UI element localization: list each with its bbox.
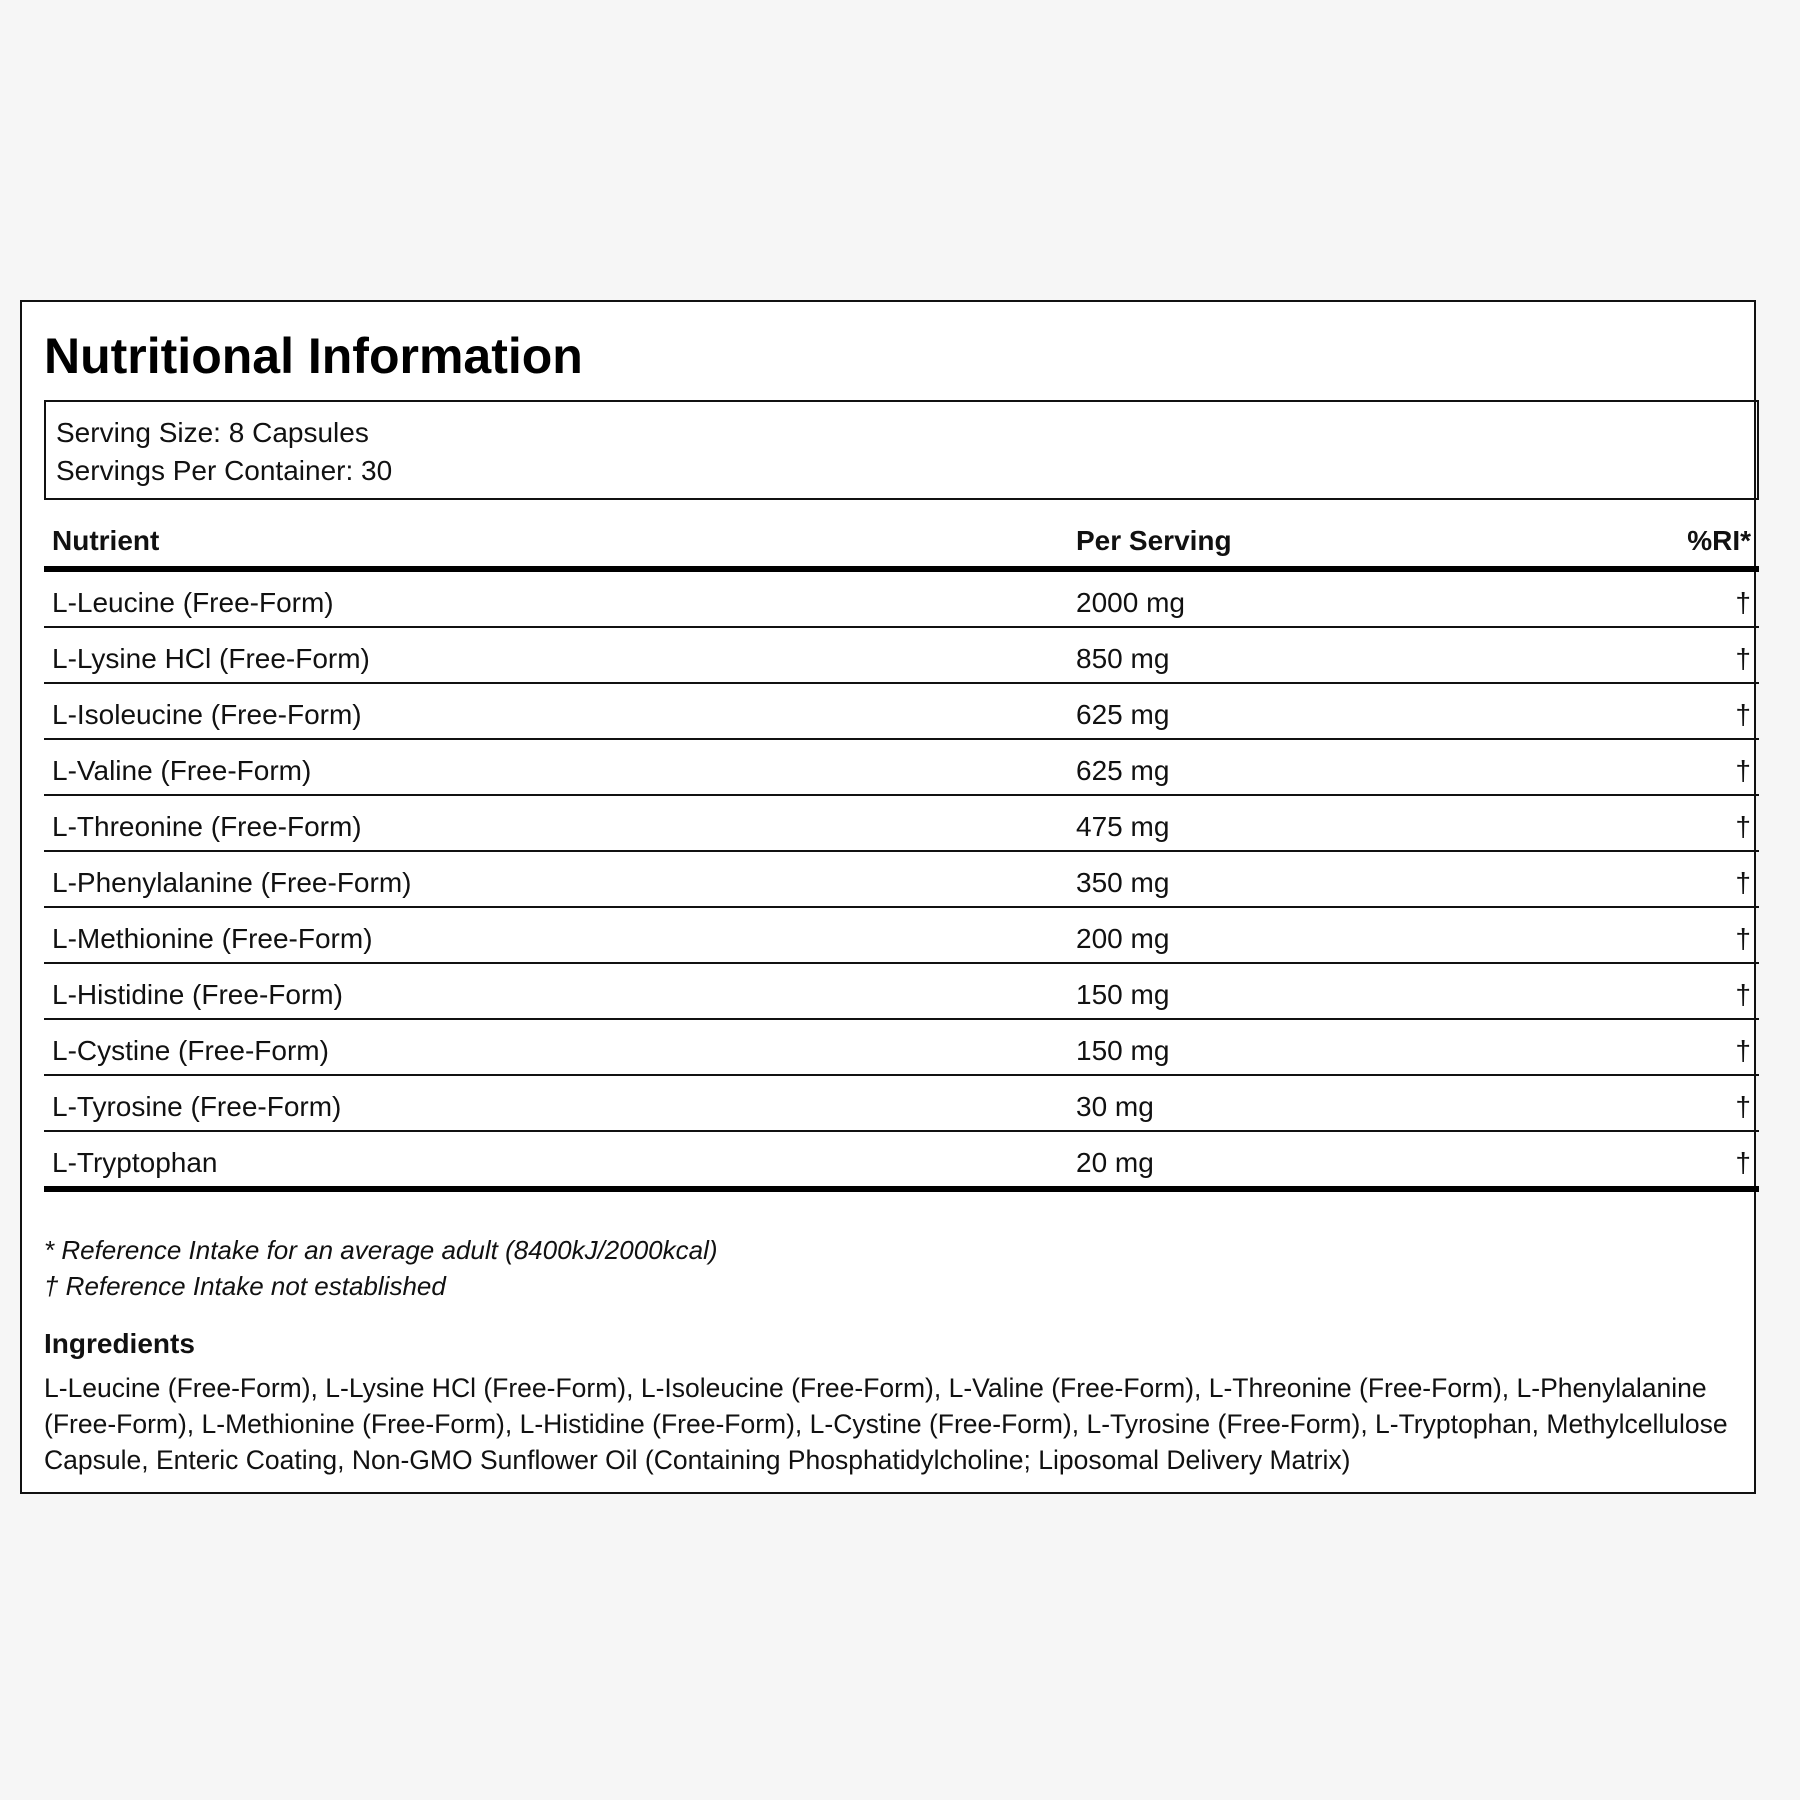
nutrient-name: L-Methionine (Free-Form)	[52, 923, 373, 954]
table-row	[44, 1076, 1759, 1132]
nutrient-amount: 200 mg	[1076, 923, 1170, 954]
nutrient-amount: 2000 mg	[1076, 587, 1185, 618]
nutrient-name: L-Phenylalanine (Free-Form)	[52, 867, 412, 898]
table-row	[44, 1132, 1759, 1192]
nutrient-amount: 350 mg	[1076, 867, 1170, 898]
nutrient-name: L-Isoleucine (Free-Form)	[52, 699, 362, 730]
table-row	[44, 1020, 1759, 1076]
table-row	[44, 852, 1759, 908]
nutrient-amount: 625 mg	[1076, 755, 1170, 786]
nutrient-amount: 20 mg	[1076, 1147, 1154, 1178]
nutrient-name: L-Tryptophan	[52, 1147, 218, 1178]
nutrient-ri: †	[1735, 643, 1751, 674]
nutrient-ri: †	[1735, 1147, 1751, 1178]
nutrient-name: L-Leucine (Free-Form)	[52, 587, 334, 618]
nutrient-amount: 625 mg	[1076, 699, 1170, 730]
column-header-ri: %RI*	[1687, 525, 1751, 556]
nutrition-panel	[20, 300, 1756, 1494]
column-header-nutrient: Nutrient	[52, 525, 160, 556]
nutrient-name: L-Tyrosine (Free-Form)	[52, 1091, 342, 1122]
table-row	[44, 740, 1759, 796]
table-row	[44, 572, 1759, 628]
table-row	[44, 628, 1759, 684]
table-row	[44, 964, 1759, 1020]
nutrient-name: L-Threonine (Free-Form)	[52, 811, 362, 842]
nutrient-amount: 30 mg	[1076, 1091, 1154, 1122]
table-header	[44, 520, 1759, 572]
servings-per-container: Servings Per Container: 30	[56, 455, 393, 486]
table-row	[44, 796, 1759, 852]
nutrient-ri: †	[1735, 923, 1751, 954]
ingredients-heading: Ingredients	[44, 1328, 195, 1359]
nutrient-ri: †	[1735, 699, 1751, 730]
serving-size: Serving Size: 8 Capsules	[56, 417, 369, 448]
nutrient-amount: 150 mg	[1076, 979, 1170, 1010]
nutrient-name: L-Lysine HCl (Free-Form)	[52, 643, 370, 674]
nutrient-ri: †	[1735, 587, 1751, 618]
footnotes	[44, 1232, 1744, 1304]
footnote-not-established: † Reference Intake not established	[44, 1271, 446, 1301]
table-row	[44, 684, 1759, 740]
footnote-reference-intake: * Reference Intake for an average adult (8400kJ/2000kcal)	[44, 1235, 718, 1265]
nutrient-ri: †	[1735, 1091, 1751, 1122]
table-row	[44, 908, 1759, 964]
serving-info-box	[44, 400, 1759, 500]
nutrient-amount: 475 mg	[1076, 811, 1170, 842]
nutrient-amount: 150 mg	[1076, 1035, 1170, 1066]
nutrient-name: L-Valine (Free-Form)	[52, 755, 312, 786]
nutrient-ri: †	[1735, 867, 1751, 898]
nutrient-name: L-Cystine (Free-Form)	[52, 1035, 329, 1066]
nutrient-name: L-Histidine (Free-Form)	[52, 979, 343, 1010]
column-header-per-serving: Per Serving	[1076, 525, 1232, 556]
nutrient-ri: †	[1735, 979, 1751, 1010]
nutrient-ri: †	[1735, 1035, 1751, 1066]
page-title: Nutritional Information	[44, 328, 583, 384]
nutrient-amount: 850 mg	[1076, 643, 1170, 674]
nutrient-table	[44, 520, 1759, 1192]
ingredients-list: L-Leucine (Free-Form), L-Lysine HCl (Free-Form), L-Isoleucine (Free-Form), L-Valine (Free-Form), L-Threonine (Free-Form), L-Phenylalanine (Free-Form), L-Methionine (Free-Form), L-Histidine (Free-Form), L-Cystine (Free-Form), L-Tyrosine (Free-Form), L-Tryptophan, Methylcellulose Capsule, Enteric Coating, Non-GMO Sunflower Oil (Containing Phosphatidylcholine; Liposomal Delivery Matrix)	[44, 1373, 1728, 1475]
nutrient-ri: †	[1735, 811, 1751, 842]
nutrient-ri: †	[1735, 755, 1751, 786]
